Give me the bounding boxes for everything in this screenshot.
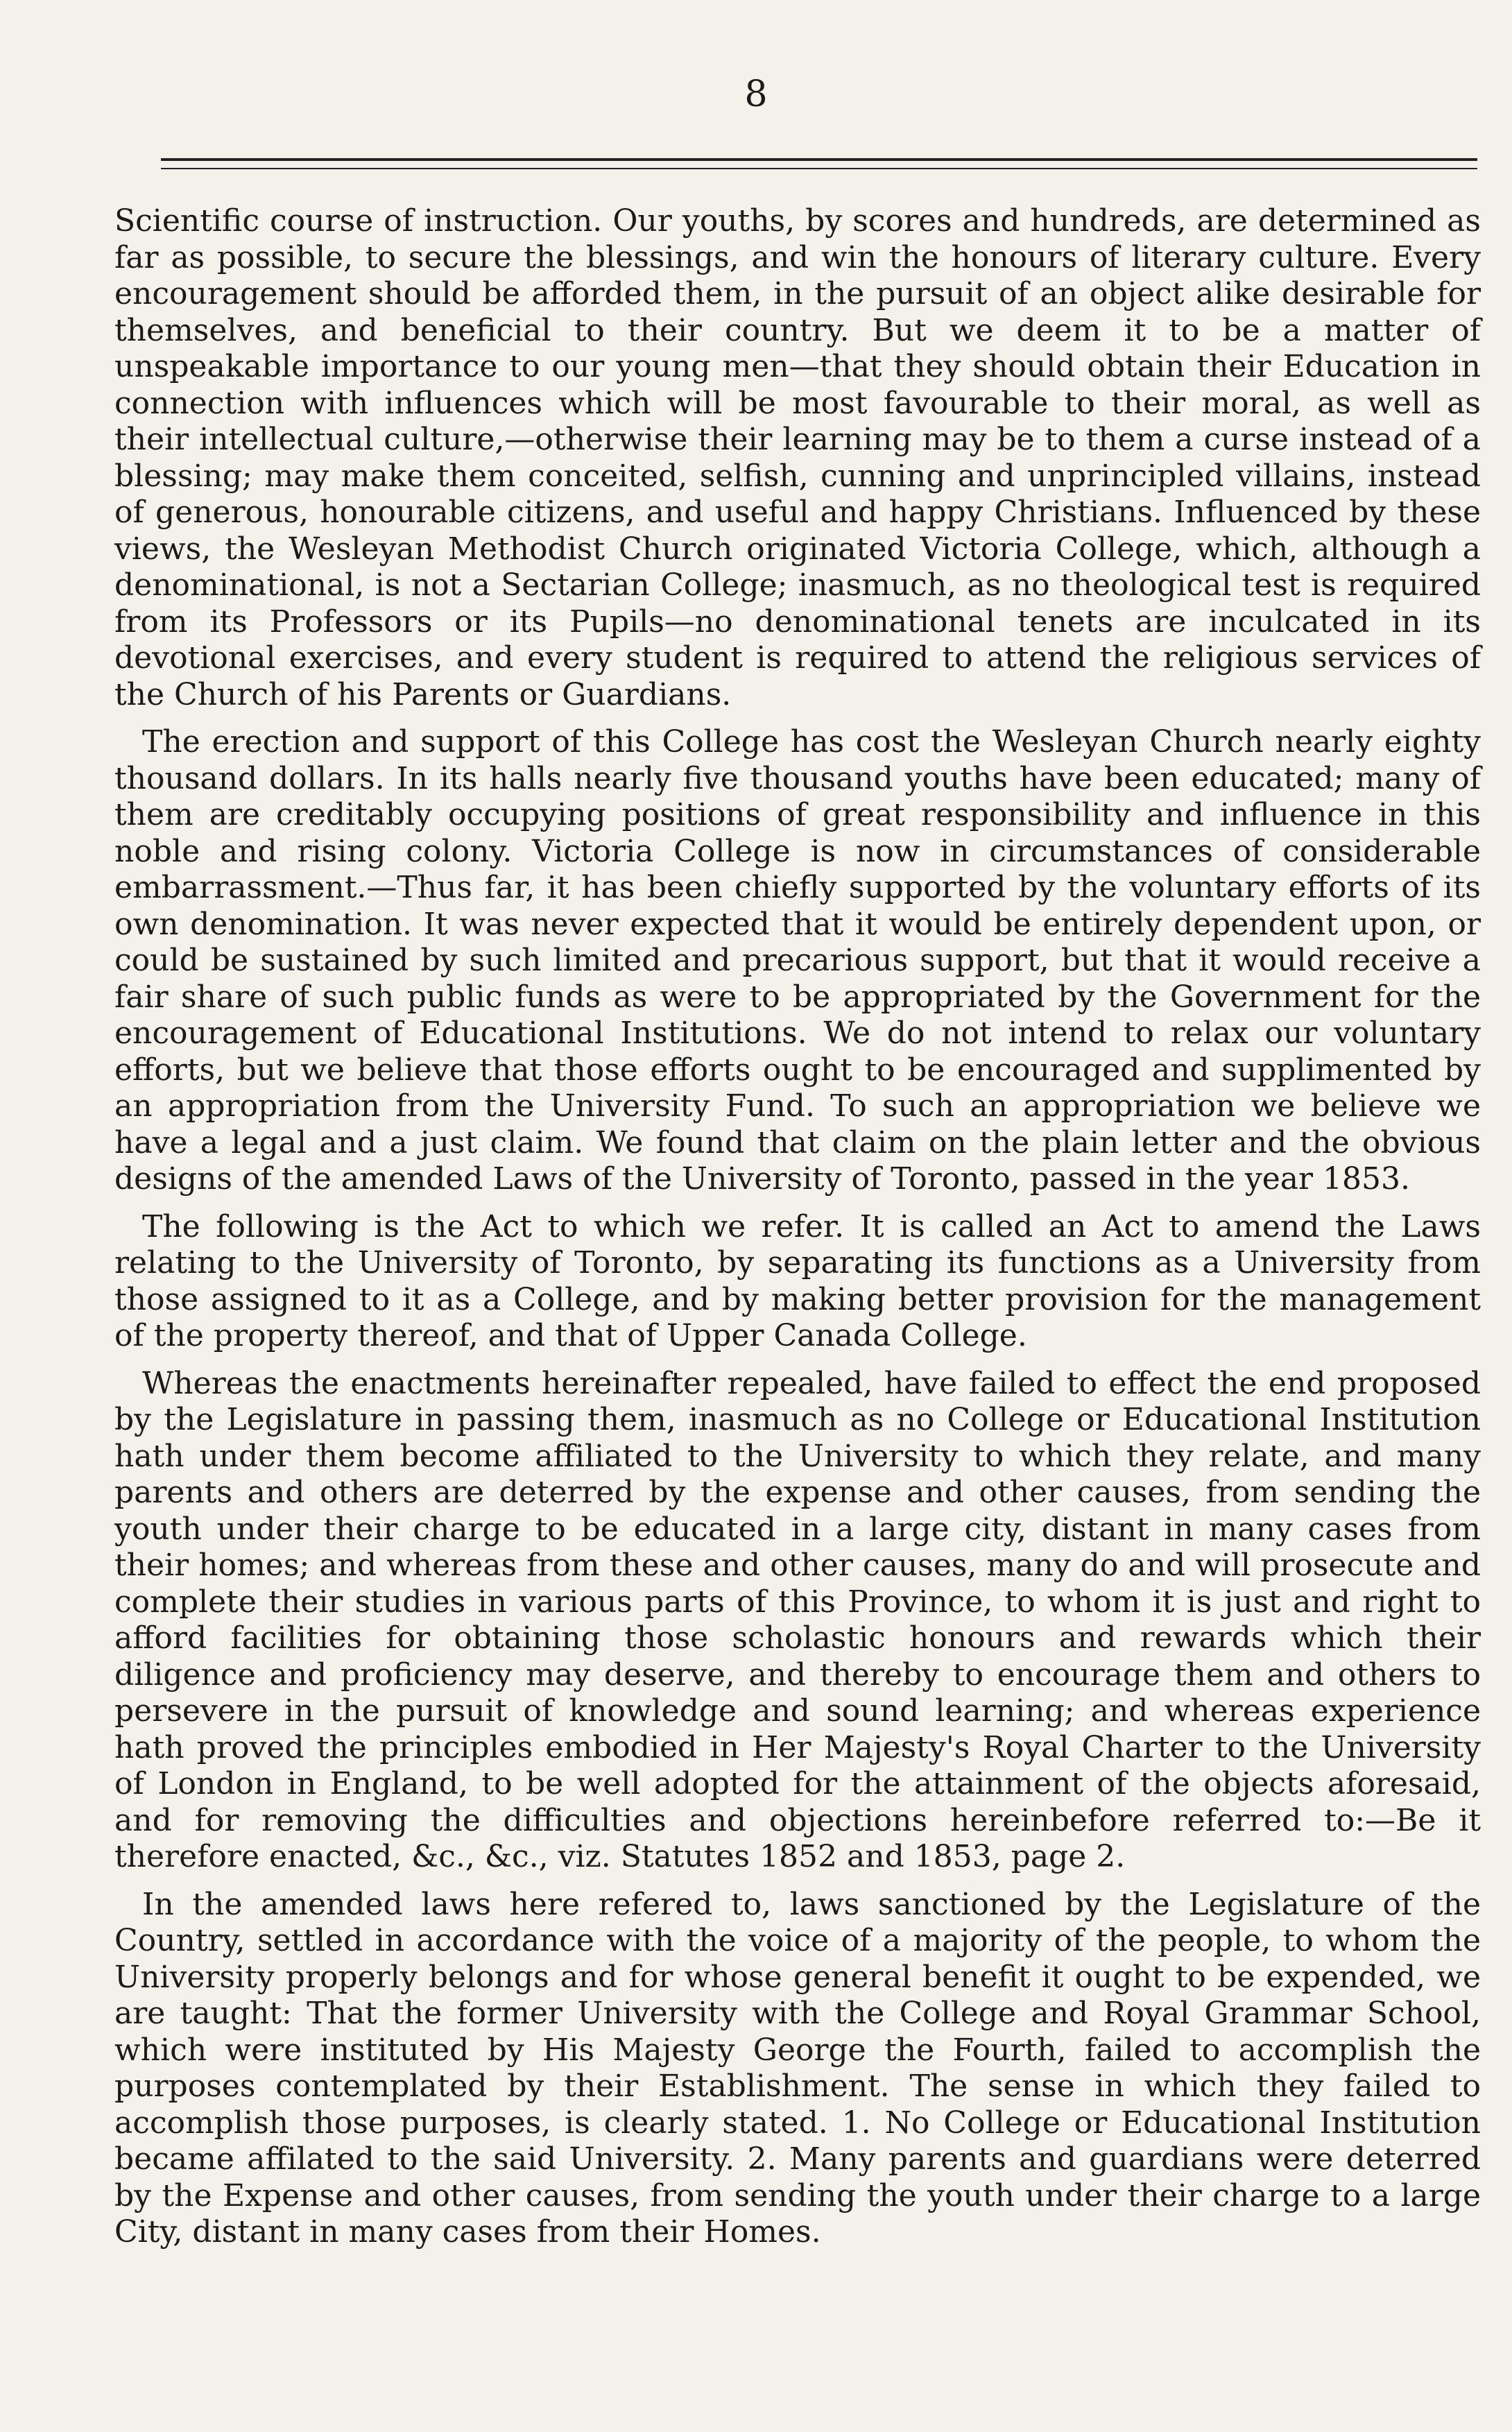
- paragraph-5: In the amended laws here refered to, laws sanctioned by the Legislature of the Country, settled in accordance with the voice of a majority of the people, to whom the University properly belongs and for whose general benefit it ought to be expended, we are taught: That the former University with the College and Royal Grammar School, which were instituted by His Majesty George the Fourth, failed to accomplish the purposes contemplated by their Establishment. The sense in which they failed to accomplish those purposes, is clearly stated. 1. No College or Educational Institution became affilated to the said University. 2. Many parents and guardians were deterred by the Expense and other causes, from sending the youth under their charge to a large City, distant in many cases from their Homes.: [114, 1886, 1481, 2250]
- paragraph-3: The following is the Act to which we refer. It is called an Act to amend the Laws relating to the University of Toronto, by separating its functions as a University from those assigned to it as a College, and by making better provision for the management of the property thereof, and that of Upper Canada College.: [114, 1208, 1481, 1353]
- paragraph-2: The erection and support of this College has cost the Wesleyan Church nearly eighty thousand dollars. In its halls nearly five thousand youths have been educated; many of them are creditably occupying positions of great responsibility and influence in this noble and rising colony. Victoria College is now in circumstances of considerable embarrassment.—Thus far, it has been chiefly supported by the voluntary efforts of its own denomination. It was never expected that it would be entirely dependent upon, or could be sustained by such limited and precarious support, but that it would receive a fair share of such public funds as were to be appropriated by the Government for the encouragement of Educational Institutions. We do not intend to relax our voluntary efforts, but we believe that those efforts ought to be encouraged and supplimented by an appropriation from the University Fund. To such an appropriation we believe we have a legal and a just claim. We found that claim on the plain letter and the obvious designs of the amended Laws of the University of Toronto, passed in the year 1853.: [114, 724, 1481, 1197]
- header-rule-bottom: [161, 168, 1477, 169]
- header-rule-top: [161, 158, 1477, 161]
- page-number: 8: [744, 74, 768, 115]
- body-text: [114, 203, 1481, 2251]
- paragraph-4: Whereas the enactments hereinafter repealed, have failed to effect the end proposed by the Legislature in passing them, inasmuch as no College or Educational Institution hath under them become affiliated to the University to which they relate, and many parents and others are deterred by the expense and other causes, from sending the youth under their charge to be educated in a large city, distant in many cases from their homes; and whereas from these and other causes, many do and will prosecute and complete their studies in various parts of this Province, to whom it is just and right to afford facilities for obtaining those scholastic honours and rewards which their diligence and proficiency may deserve, and thereby to encourage them and others to persevere in the pursuit of knowledge and sound learning; and whereas experience hath proved the principles embodied in Her Majesty's Royal Charter to the University of London in England, to be well adopted for the attainment of the objects aforesaid, and for removing the difficulties and objections hereinbefore referred to:—Be it therefore enacted, &c., &c., viz. Statutes 1852 and 1853, page 2.: [114, 1365, 1481, 1874]
- paragraph-1: Scientific course of instruction. Our youths, by scores and hundreds, are determined as far as possible, to secure the blessings, and win the honours of literary culture. Every encouragement should be afforded them, in the pursuit of an object alike desirable for themselves, and beneficial to their country. But we deem it to be a matter of unspeakable importance to our young men—that they should obtain their Education in connection with influences which will be most favourable to their moral, as well as their intellectual culture,—otherwise their learning may be to them a curse instead of a blessing; may make them conceited, selfish, cunning and unprincipled villains, instead of generous, honourable citizens, and useful and happy Christians. Influenced by these views, the Wesleyan Methodist Church originated Victoria College, which, although a denominational, is not a Sectarian College; inasmuch, as no theological test is required from its Professors or its Pupils—no denominational tenets are inculcated in its devotional exercises, and every student is required to attend the religious services of the Church of his Parents or Guardians.: [114, 203, 1481, 712]
